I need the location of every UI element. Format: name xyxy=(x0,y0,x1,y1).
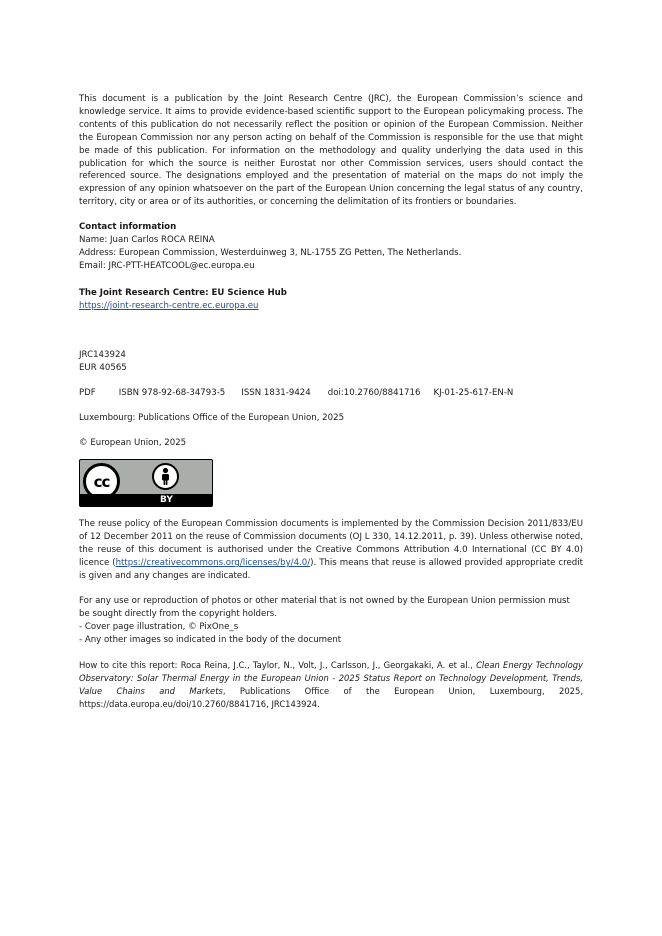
reuse-text-before: The reuse policy of the European Commission documents is implemented by the Commission Decision 2011/833/EU of 12 December 2011 on the reuse of Commission documents (OJ L 330, 14.12.2011, p. 39). Unless otherwise noted, the reuse of this document is authorised under the Creative Commons Attribution 4.0 International (CC BY 4.0) licence ( xyxy=(79,519,583,569)
creative-commons-icon: cc xyxy=(83,463,120,500)
reuse-policy-paragraph xyxy=(79,518,583,583)
citation-paragraph xyxy=(79,659,583,711)
format-label: PDF xyxy=(79,388,96,399)
photos-item-other: - Any other images so indicated in the body of the document xyxy=(79,635,342,646)
hub-link[interactable]: https://joint-research-centre.ec.europa.eu xyxy=(79,301,259,312)
disclaimer-paragraph: This document is a publication by the Joint Research Centre (JRC), the European Commission’s science and knowledge service. It aims to provide evidence-based scientific support to the European policymaking process. The contents of this publication do not necessarily reflect the position or opinion of the European Commission. Neither the European Commission nor any person acting on behalf of the Commission is responsible for the use that might be made of this publication. For information on the methodology and quality underlying the data used in this publication for which the source is neither Eurostat nor other Commission services, users should contact the referenced source. The designations employed and the presentation of material on the maps do not imply the expression of any opinion whatsoever on the part of the European Union concerning the legal status of any country, territory, city or area or of its authorities, or concerning the delimitation of its frontiers or boundaries. xyxy=(79,94,583,208)
citation-prefix: How to cite this report: Roca Reina, J.C., Taylor, N., Volt, J., Carlsson, J., Georgakaki, A. et al., xyxy=(79,660,477,671)
reuse-text-after: ). This means that reuse is allowed provided appropriate credit is given and any changes are indicated. xyxy=(79,558,583,582)
photos-permission-text: For any use or reproduction of photos or other material that is not owned by the European Union permission must be sought directly from the copyright holders. xyxy=(79,596,570,620)
publication-identifiers-row xyxy=(79,387,583,400)
citation-title: Clean Energy Technology Observatory: Solar Thermal Energy in the European Union - 2025 Status Report on Technology Development, Trends, Value Chains and Markets xyxy=(79,660,583,697)
attribution-person-icon xyxy=(152,463,179,490)
jrc-number: JRC143924 xyxy=(79,350,126,361)
contact-address: Address: European Commission, Westerduinweg 3, NL-1755 ZG Petten, The Netherlands. xyxy=(79,248,462,259)
photos-block xyxy=(79,595,583,647)
cc-by-license-badge xyxy=(79,459,213,507)
catalogue-number: KJ-01-25-617-EN-N xyxy=(433,388,514,399)
hub-block xyxy=(79,287,583,313)
copyright-line: © European Union, 2025 xyxy=(79,438,187,449)
contact-name: Name: Juan Carlos ROCA REINA xyxy=(79,235,215,246)
citation-suffix: , Publications Office of the European Union, Luxembourg, 2025, https://data.europa.eu/doi/10.2760/8841716, JRC143924. xyxy=(79,686,584,710)
hub-heading: The Joint Research Centre: EU Science Hub xyxy=(79,288,287,299)
by-label: BY xyxy=(160,495,173,506)
imprint-page xyxy=(79,93,583,711)
eur-number: EUR 40565 xyxy=(79,363,127,374)
publisher-line: Luxembourg: Publications Office of the European Union, 2025 xyxy=(79,413,345,424)
contact-email: Email: JRC-PTT-HEATCOOL@ec.europa.eu xyxy=(79,261,255,272)
issn: ISSN 1831-9424 xyxy=(241,388,311,399)
contact-block xyxy=(79,221,583,273)
isbn: ISBN 978-92-68-34793-5 xyxy=(118,388,226,399)
identifiers-block xyxy=(79,349,583,375)
doi: doi:10.2760/8841716 xyxy=(327,388,421,399)
cc-license-link[interactable]: https://creativecommons.org/licenses/by/4.0/ xyxy=(115,558,311,569)
badge-bottom-bar xyxy=(80,494,212,506)
contact-heading: Contact information xyxy=(79,222,177,233)
photos-item-cover: - Cover page illustration, © PixOne_s xyxy=(79,622,239,633)
